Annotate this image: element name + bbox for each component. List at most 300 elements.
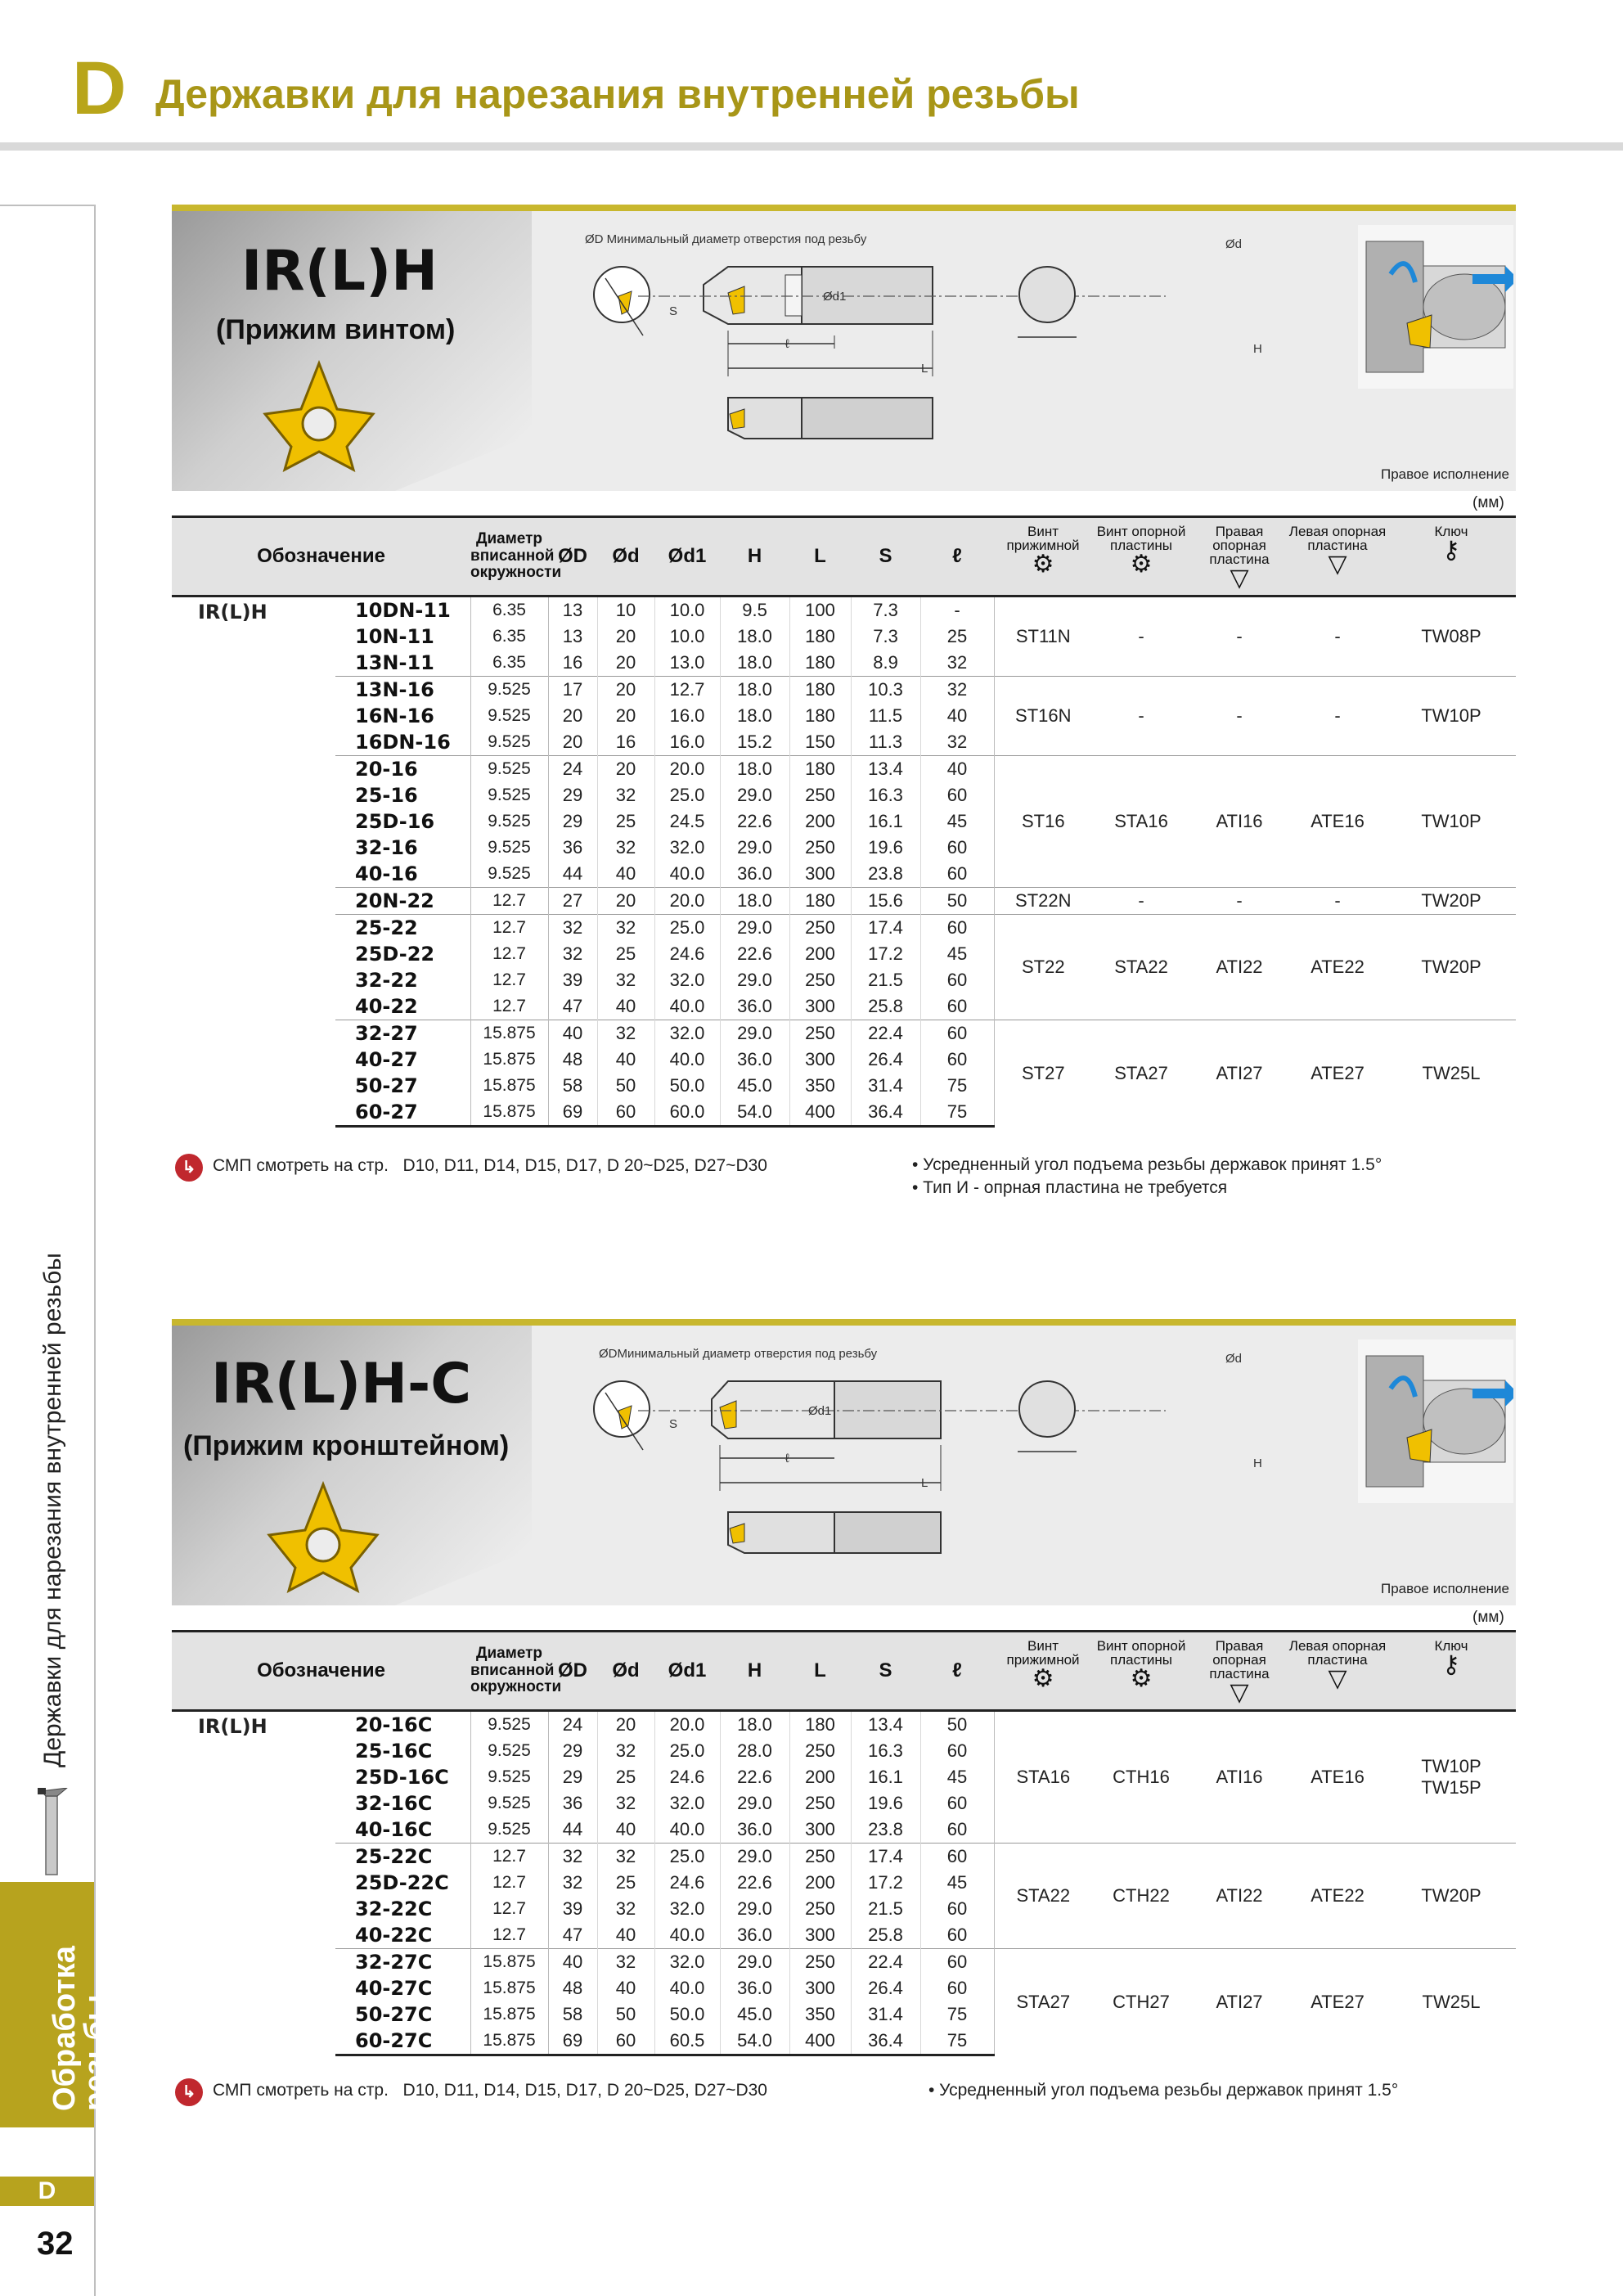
dimension-cell: 20	[597, 888, 654, 915]
designation-cell: 13N-16	[335, 677, 470, 704]
dimension-cell: 18.0	[720, 703, 789, 729]
col-insc-diam: Диаметр вписанной окружности	[470, 1632, 548, 1711]
dimension-cell: 60	[920, 1738, 994, 1764]
note-bullet-2: • Тип И - опрная пластина не требуется	[912, 1178, 1228, 1197]
dim-d: Ød	[1225, 1352, 1243, 1366]
col-d1: Ød1	[654, 1632, 720, 1711]
dimension-cell: -	[920, 597, 994, 624]
dimension-cell: 32.0	[654, 967, 720, 993]
dimension-cell: 18.0	[720, 677, 789, 704]
insert-diameter-cell: 9.525	[470, 1738, 548, 1764]
boring-bar-icon	[33, 1788, 70, 1878]
screw-cell: ST27	[994, 1020, 1092, 1127]
dimension-cell: 24.6	[654, 1764, 720, 1790]
dimension-cell: 58	[548, 2001, 597, 2028]
dimension-cell: 50	[597, 2001, 654, 2028]
dimension-cell: 60	[597, 1099, 654, 1127]
dimension-cell: 250	[789, 915, 851, 942]
dimension-cell: 69	[548, 1099, 597, 1127]
section1-subtitle: (Прижим винтом)	[216, 314, 456, 345]
left-shim-cell: ATE22	[1288, 1844, 1387, 1949]
col-l: ℓ	[920, 1632, 994, 1711]
diagram1-caption: ØD Минимальный диаметр отверстия под резьбу	[585, 232, 867, 246]
dimension-cell: 400	[789, 2028, 851, 2055]
dimension-cell: 180	[789, 756, 851, 783]
shim-screw-cell: STA16	[1092, 756, 1190, 888]
col-right-shim: Правая опорная пластина ▽	[1190, 1632, 1288, 1711]
dimension-cell: 29.0	[720, 915, 789, 942]
page-title: Державки для нарезания внутренней резьбы	[155, 71, 1080, 117]
insert-diameter-cell: 12.7	[470, 1896, 548, 1922]
dimension-cell: 18.0	[720, 1711, 789, 1739]
col-left-shim: Левая опорная пластина ▽	[1288, 1632, 1387, 1711]
dimension-cell: 250	[789, 1949, 851, 1976]
key-cell: TW08P	[1421, 626, 1481, 646]
dimension-cell: 36	[548, 835, 597, 861]
dim-d: Ød	[1225, 237, 1243, 251]
right-shim-cell: -	[1190, 888, 1288, 915]
dimension-cell: 44	[548, 861, 597, 888]
col-insc-diam: Диаметр вписанной окружности	[470, 517, 548, 597]
dimension-cell: 20	[548, 729, 597, 756]
dim-s: S	[669, 304, 678, 318]
dimension-cell: 40	[597, 993, 654, 1020]
col-designation: Обозначение	[172, 1632, 470, 1711]
left-shim-cell: ATE27	[1288, 1020, 1387, 1127]
right-shim-cell: ATI16	[1190, 756, 1288, 888]
dimension-cell: 60	[920, 782, 994, 808]
dimension-cell: 60	[920, 967, 994, 993]
dimension-cell: 25	[597, 808, 654, 835]
dimension-cell: 25	[597, 1764, 654, 1790]
col-H: H	[720, 517, 789, 597]
dimension-cell: 32	[597, 1738, 654, 1764]
insert-diameter-cell: 9.525	[470, 1711, 548, 1739]
dimension-cell: 28.0	[720, 1738, 789, 1764]
dimension-cell: 60	[920, 1975, 994, 2001]
designation-cell: 32-16	[335, 835, 470, 861]
dimension-cell: 39	[548, 1896, 597, 1922]
sidebar-category-label: Обработка резьбы	[47, 1946, 113, 2111]
designation-cell: 40-22	[335, 993, 470, 1020]
dimension-cell: 75	[920, 2001, 994, 2028]
left-shim-cell: ATE27	[1288, 1949, 1387, 2055]
designation-cell: 16DN-16	[335, 729, 470, 756]
dimension-cell: 180	[789, 888, 851, 915]
dimension-cell: 10.0	[654, 624, 720, 650]
note-bullet-1: • Усредненный угол подъема резьбы державок принят 1.5°	[928, 2081, 1399, 2100]
left-shim-cell: -	[1288, 677, 1387, 756]
dim-L: L	[921, 1476, 928, 1490]
dimension-cell: 39	[548, 967, 597, 993]
insert-icon	[262, 360, 376, 475]
col-key: Ключ ⚷	[1387, 517, 1516, 597]
dim-H: H	[1253, 1456, 1262, 1470]
designation-cell: 40-22C	[335, 1922, 470, 1949]
dimension-cell: 300	[789, 1047, 851, 1073]
section1-top-bar	[172, 205, 1516, 211]
dimension-cell: 32	[597, 835, 654, 861]
designation-cell: 40-16	[335, 861, 470, 888]
dimension-cell: 10.0	[654, 597, 720, 624]
dimension-cell: 20	[597, 624, 654, 650]
insert-reference-note: СМП смотреть на стр. D10, D11, D14, D15, D17, D 20~D25, D27~D30	[213, 2081, 767, 2100]
dimension-cell: 180	[789, 1711, 851, 1739]
dimension-cell: 20.0	[654, 756, 720, 783]
section1-model: IR(L)H	[241, 239, 438, 304]
dimension-cell: 18.0	[720, 650, 789, 677]
key-icon: ⚷	[1442, 1651, 1460, 1678]
spec-table-1-body	[172, 597, 1516, 1127]
dimension-cell: 24.6	[654, 941, 720, 967]
dimension-cell: 20.0	[654, 888, 720, 915]
designation-cell: 32-22	[335, 967, 470, 993]
insert-reference-note: СМП смотреть на стр. D10, D11, D14, D15, D17, D 20~D25, D27~D30	[213, 1156, 767, 1175]
insert-diameter-cell: 9.525	[470, 756, 548, 783]
reference-icon: ↳	[175, 2078, 203, 2106]
dimension-cell: 26.4	[851, 1975, 920, 2001]
insert-icon	[266, 1481, 380, 1596]
section2-model: IR(L)H-C	[211, 1352, 472, 1416]
insert-diameter-cell: 15.875	[470, 1020, 548, 1047]
dimension-cell: 12.7	[654, 677, 720, 704]
dimension-cell: 40.0	[654, 1975, 720, 2001]
dimension-cell: 40	[548, 1949, 597, 1976]
dimension-cell: 40	[597, 1047, 654, 1073]
right-shim-cell: -	[1190, 677, 1288, 756]
col-left-shim: Левая опорная пластина ▽	[1288, 517, 1387, 597]
insert-diameter-cell: 9.525	[470, 808, 548, 835]
dimension-cell: 20	[548, 703, 597, 729]
dimension-cell: 200	[789, 1764, 851, 1790]
right-shim-cell: ATI27	[1190, 1949, 1288, 2055]
dimension-cell: 40	[548, 1020, 597, 1047]
designation-cell: 20-16C	[335, 1711, 470, 1739]
dimension-cell: 60	[920, 1020, 994, 1047]
dimension-cell: 250	[789, 835, 851, 861]
dimension-cell: 22.6	[720, 1764, 789, 1790]
designation-cell: 25D-16	[335, 808, 470, 835]
insert-diameter-cell: 15.875	[470, 2001, 548, 2028]
insert-diameter-cell: 15.875	[470, 1073, 548, 1099]
col-H: H	[720, 1632, 789, 1711]
dimension-cell: 250	[789, 967, 851, 993]
dimension-cell: 32	[920, 650, 994, 677]
dimension-cell: 32.0	[654, 835, 720, 861]
group-label: IR(L)H	[198, 1715, 268, 1738]
designation-cell: 40-16C	[335, 1817, 470, 1844]
dimension-cell: 36.0	[720, 1922, 789, 1949]
reference-icon: ↳	[175, 1154, 203, 1182]
table-row	[172, 1844, 1516, 1871]
dimension-cell: 29.0	[720, 1896, 789, 1922]
key-cell: TW10P TW15P	[1421, 1756, 1481, 1798]
dimension-cell: 32	[548, 1844, 597, 1871]
key-cell: TW25L	[1387, 1949, 1516, 2055]
screw-cell: STA27	[994, 1949, 1092, 2055]
dimension-cell: 45.0	[720, 2001, 789, 2028]
col-L: L	[789, 1632, 851, 1711]
dimension-cell: 36.0	[720, 1047, 789, 1073]
dimension-cell: 250	[789, 1790, 851, 1817]
col-S: S	[851, 1632, 920, 1711]
dimension-cell: 60	[920, 1790, 994, 1817]
dimension-cell: 50.0	[654, 1073, 720, 1099]
designation-cell: 40-27C	[335, 1975, 470, 2001]
key-cell: TW20P	[1387, 1844, 1516, 1949]
insert-diameter-cell: 9.525	[470, 782, 548, 808]
left-shim-icon: ▽	[1328, 1665, 1347, 1692]
insert-diameter-cell: 9.525	[470, 729, 548, 756]
designation-cell: 32-27	[335, 1020, 470, 1047]
dimension-cell: 21.5	[851, 967, 920, 993]
dimension-cell: 23.8	[851, 1817, 920, 1844]
designation-cell: 32-27C	[335, 1949, 470, 1976]
dimension-cell: 60	[920, 861, 994, 888]
spec-table-2	[172, 1630, 1516, 2056]
dimension-cell: 180	[789, 677, 851, 704]
shim-screw-cell: CTH27	[1092, 1949, 1190, 2055]
dimension-cell: 17	[548, 677, 597, 704]
insert-diameter-cell: 6.35	[470, 597, 548, 624]
insert-diameter-cell: 9.525	[470, 835, 548, 861]
left-shim-cell: ATE16	[1288, 756, 1387, 888]
dimension-cell: 40	[920, 703, 994, 729]
col-d: Ød	[597, 517, 654, 597]
dimension-cell: 40.0	[654, 993, 720, 1020]
dimension-cell: 60	[920, 1896, 994, 1922]
dimension-cell: 25	[597, 941, 654, 967]
dimension-cell: 11.5	[851, 703, 920, 729]
screw-cell: ST16N	[994, 677, 1092, 756]
dimension-cell: 48	[548, 1975, 597, 2001]
dimension-cell: 47	[548, 1922, 597, 1949]
dimension-cell: 25	[597, 1870, 654, 1896]
dimension-cell: 13.0	[654, 650, 720, 677]
dimension-cell: 32	[548, 1870, 597, 1896]
col-screw: Винт прижимной ⚙	[994, 517, 1092, 597]
dimension-cell: 350	[789, 2001, 851, 2028]
dimension-cell: 350	[789, 1073, 851, 1099]
dimension-cell: 69	[548, 2028, 597, 2055]
dimension-cell: 29.0	[720, 967, 789, 993]
insert-diameter-cell: 15.875	[470, 1949, 548, 1976]
dimension-cell: 75	[920, 1073, 994, 1099]
insert-diameter-cell: 9.525	[470, 677, 548, 704]
right-version-label: Правое исполнение	[1381, 1581, 1509, 1596]
insert-diameter-cell: 6.35	[470, 624, 548, 650]
dimension-cell: 32.0	[654, 1020, 720, 1047]
shim-screw-cell: CTH16	[1113, 1767, 1170, 1787]
right-shim-cell: ATI16	[1216, 1767, 1263, 1787]
dimension-cell: 16.3	[851, 782, 920, 808]
dimension-cell: 24.5	[654, 808, 720, 835]
dimension-cell: 25.8	[851, 1922, 920, 1949]
dimension-cell: 20	[597, 677, 654, 704]
header-rule	[0, 142, 1623, 151]
note-bullet-1: • Усредненный угол подъема резьбы державок принят 1.5°	[912, 1155, 1382, 1174]
dimension-cell: 36.0	[720, 861, 789, 888]
dimension-cell: 40.0	[654, 1922, 720, 1949]
screw-icon: ⚙	[1032, 1665, 1054, 1692]
dimension-cell: 13.4	[851, 1711, 920, 1739]
diagram1-drawing	[589, 245, 1178, 483]
designation-cell: 10N-11	[335, 624, 470, 650]
dimension-cell: 75	[920, 2028, 994, 2055]
dimension-cell: 29.0	[720, 1790, 789, 1817]
spec-table-1	[172, 515, 1516, 1128]
dimension-cell: 22.4	[851, 1949, 920, 1976]
col-designation: Обозначение	[172, 517, 470, 597]
dimension-cell: 31.4	[851, 1073, 920, 1099]
dimension-cell: 26.4	[851, 1047, 920, 1073]
dimension-cell: 25.0	[654, 915, 720, 942]
dimension-cell: 13	[548, 597, 597, 624]
screw-cell: STA22	[994, 1844, 1092, 1949]
dimension-cell: 29	[548, 1738, 597, 1764]
dimension-cell: 200	[789, 808, 851, 835]
dimension-cell: 17.2	[851, 941, 920, 967]
dimension-cell: 22.6	[720, 1870, 789, 1896]
col-shim-screw: Винт опорной пластины ⚙	[1092, 517, 1190, 597]
left-shim-cell: ATE16	[1311, 1767, 1364, 1787]
dimension-cell: 20	[597, 650, 654, 677]
insert-diameter-cell: 9.525	[470, 1790, 548, 1817]
dimension-cell: 40	[597, 1922, 654, 1949]
dimension-cell: 32	[597, 1790, 654, 1817]
dimension-cell: 7.3	[851, 624, 920, 650]
dimension-cell: 17.4	[851, 915, 920, 942]
right-version-label: Правое исполнение	[1381, 466, 1509, 482]
dimension-cell: 60	[920, 993, 994, 1020]
table-row	[172, 756, 1516, 783]
dimension-cell: 60	[920, 1844, 994, 1871]
dimension-cell: 16.0	[654, 703, 720, 729]
dimension-cell: 16.3	[851, 1738, 920, 1764]
dimension-cell: 32	[920, 729, 994, 756]
dimension-cell: 250	[789, 1738, 851, 1764]
key-cell: TW20P	[1387, 915, 1516, 1020]
dimension-cell: 29	[548, 1764, 597, 1790]
right-shim-icon: ▽	[1230, 1679, 1249, 1706]
dimension-cell: 29.0	[720, 782, 789, 808]
col-D: ØD	[548, 517, 597, 597]
insert-diameter-cell: 15.875	[470, 1975, 548, 2001]
dimension-cell: 17.2	[851, 1870, 920, 1896]
dim-s: S	[669, 1417, 678, 1431]
right-shim-cell: ATI27	[1190, 1020, 1288, 1127]
dimension-cell: 400	[789, 1099, 851, 1127]
col-D: ØD	[548, 1632, 597, 1711]
dimension-cell: 31.4	[851, 2001, 920, 2028]
dimension-cell: 25.0	[654, 782, 720, 808]
col-right-shim: Правая опорная пластина ▽	[1190, 517, 1288, 597]
dimension-cell: 7.3	[851, 597, 920, 624]
designation-cell: 20N-22	[335, 888, 470, 915]
shim-screw-cell: STA27	[1092, 1020, 1190, 1127]
dimension-cell: 22.6	[720, 941, 789, 967]
dimension-cell: 20	[597, 703, 654, 729]
col-d1: Ød1	[654, 517, 720, 597]
right-shim-cell: ATI22	[1190, 1844, 1288, 1949]
designation-cell: 25-16C	[335, 1738, 470, 1764]
dimension-cell: 29	[548, 808, 597, 835]
dimension-cell: 40.0	[654, 861, 720, 888]
dimension-cell: 50	[920, 1711, 994, 1739]
insert-diameter-cell: 9.525	[470, 1817, 548, 1844]
group-label: IR(L)H	[198, 601, 268, 624]
insert-diameter-cell: 12.7	[470, 941, 548, 967]
dimension-cell: 24.6	[654, 1870, 720, 1896]
dimension-cell: 45	[920, 1870, 994, 1896]
dimension-cell: 250	[789, 1020, 851, 1047]
dimension-cell: 13	[548, 624, 597, 650]
sidebar-top-rule	[0, 205, 94, 206]
threading-illustration	[1358, 225, 1513, 389]
dimension-cell: 24	[548, 756, 597, 783]
insert-diameter-cell: 6.35	[470, 650, 548, 677]
dimension-cell: 36	[548, 1790, 597, 1817]
table-row	[172, 888, 1516, 915]
unit-label: (мм)	[1472, 494, 1504, 511]
dimension-cell: 15.6	[851, 888, 920, 915]
designation-cell: 25-22	[335, 915, 470, 942]
key-cell: TW20P	[1387, 888, 1516, 915]
screw-icon: ⚙	[1032, 551, 1054, 578]
dim-d1: Ød1	[823, 290, 847, 304]
dimension-cell: 32	[597, 967, 654, 993]
dimension-cell: 60	[920, 1949, 994, 1976]
dimension-cell: 50.0	[654, 2001, 720, 2028]
diagram2-caption: ØDМинимальный диаметр отверстия под резьбу	[599, 1347, 878, 1361]
dimension-cell: 29.0	[720, 1949, 789, 1976]
designation-cell: 20-16	[335, 756, 470, 783]
dimension-cell: 200	[789, 1870, 851, 1896]
dimension-cell: 32	[548, 941, 597, 967]
insert-diameter-cell: 9.525	[470, 703, 548, 729]
designation-cell: 50-27	[335, 1073, 470, 1099]
designation-cell: 25D-22C	[335, 1870, 470, 1896]
dimension-cell: 24	[548, 1711, 597, 1739]
col-key: Ключ ⚷	[1387, 1632, 1516, 1711]
section2-top-bar	[172, 1319, 1516, 1326]
dimension-cell: 22.6	[720, 808, 789, 835]
dimension-cell: 18.0	[720, 756, 789, 783]
dimension-cell: 32	[548, 915, 597, 942]
dimension-cell: 180	[789, 650, 851, 677]
designation-cell: 25-16	[335, 782, 470, 808]
key-icon: ⚷	[1442, 537, 1460, 564]
screw-cell: STA16	[994, 1711, 1092, 1844]
dimension-cell: 47	[548, 993, 597, 1020]
dimension-cell: 32	[597, 1949, 654, 1976]
shim-screw-icon: ⚙	[1130, 1665, 1153, 1692]
table-row	[172, 915, 1516, 942]
dimension-cell: 9.5	[720, 597, 789, 624]
designation-cell: 60-27C	[335, 2028, 470, 2055]
shim-screw-cell: -	[1092, 888, 1190, 915]
designation-cell: 25-22C	[335, 1844, 470, 1871]
insert-diameter-cell: 12.7	[470, 993, 548, 1020]
dimension-cell: 48	[548, 1047, 597, 1073]
dimension-cell: 300	[789, 993, 851, 1020]
dimension-cell: 45.0	[720, 1073, 789, 1099]
table-row	[172, 677, 1516, 704]
col-l: ℓ	[920, 517, 994, 597]
dimension-cell: 40	[920, 756, 994, 783]
threading-illustration	[1358, 1339, 1513, 1503]
dimension-cell: 8.9	[851, 650, 920, 677]
